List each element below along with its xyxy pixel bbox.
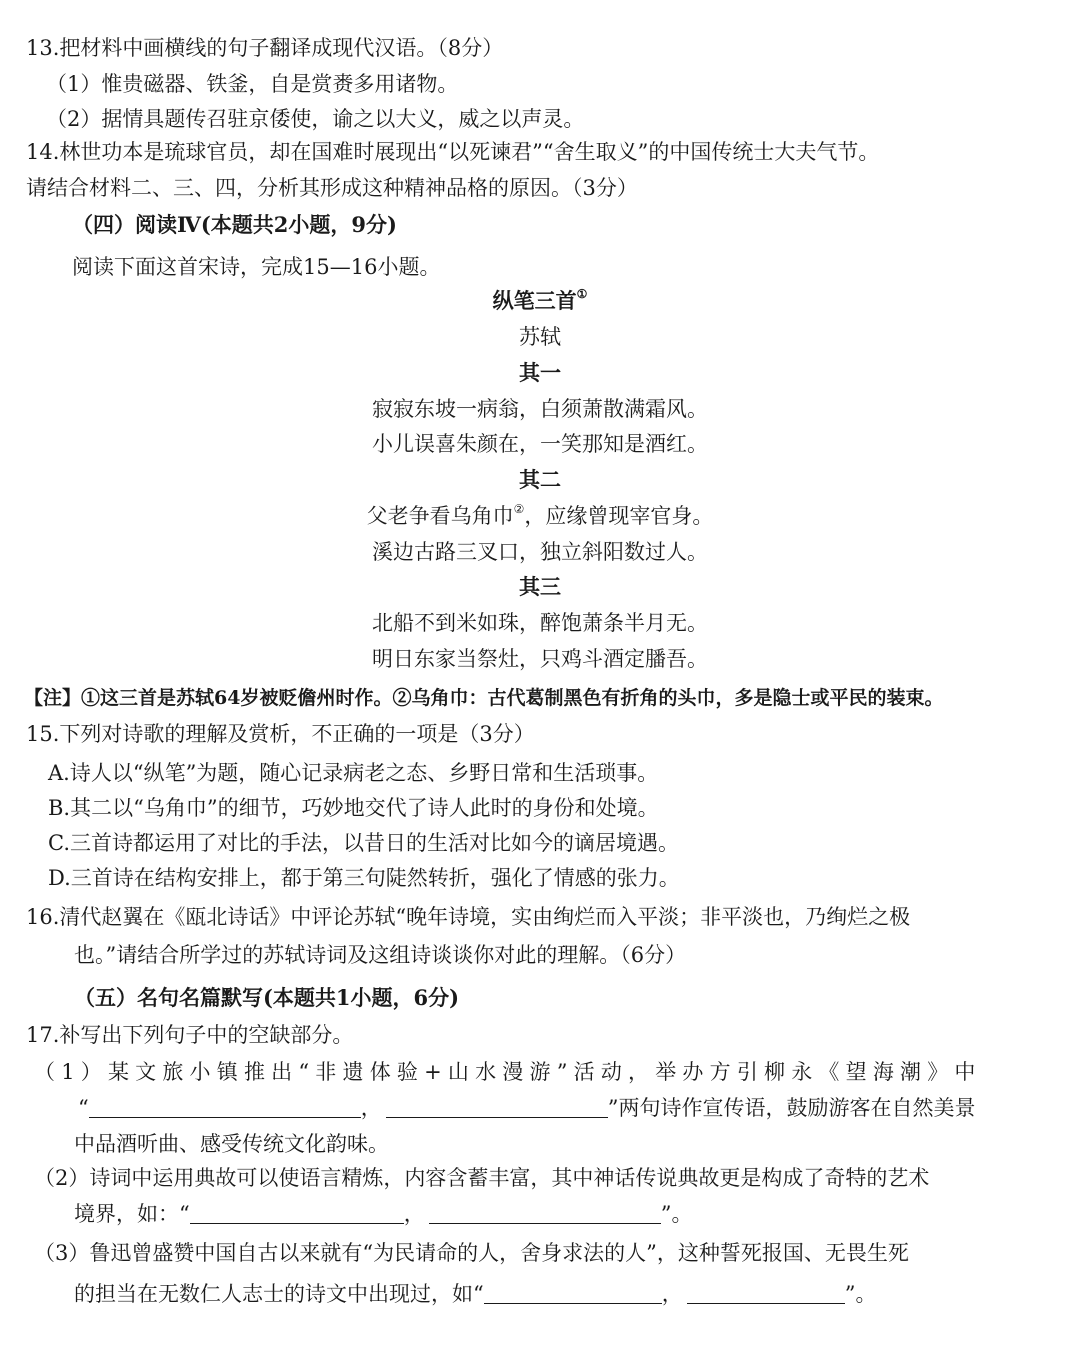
blank-2-2[interactable] xyxy=(429,1201,661,1224)
q14-stem-line-1: 14.林世功本是琉球官员，却在国难时展现出“以死谏君”“舍生取义”的中国传统士大夫气节。 xyxy=(26,140,880,164)
footnote-mark-2: ② xyxy=(513,502,525,516)
poem-footnote: 【注】①这三首是苏轼64岁被贬儋州时作。②乌角巾：古代葛制黑色有折角的头巾，多是隐士或平民的装束。 xyxy=(24,687,944,709)
poem-part-1-line-1: 寂寂东坡一病翁，白须萧散满霜风。 xyxy=(372,397,708,421)
comma: ， xyxy=(403,1202,425,1226)
q13-sentence-1: （1）惟贵磁器、铁釜，自是赏赉多用诸物。 xyxy=(46,72,459,96)
q16-stem-line-1: 16.清代赵翼在《瓯北诗话》中评论苏轼“晚年诗境，实由绚烂而入平淡；非平淡也，乃绚烂之极 xyxy=(26,905,911,929)
blank-1-1[interactable] xyxy=(89,1095,361,1118)
poem-title: 纵笔三首① xyxy=(492,287,588,313)
q15-stem: 15.下列对诗歌的理解及赏析，不正确的一项是（3分） xyxy=(26,722,535,746)
q17-item-1-line-2 xyxy=(78,1094,1080,1122)
poem-part-2-label: 其二 xyxy=(519,467,561,492)
q15-option-d: D.三首诗在结构安排上，都于第三句陡然转折，强化了情感的张力。 xyxy=(48,866,680,890)
q14-stem-line-2: 请结合材料二、三、四，分析其形成这种精神品格的原因。（3分） xyxy=(26,176,638,200)
q17-item-2-line-1: （2）诗词中运用典故可以使语言精炼，内容含蓄丰富，其中神话传说典故更是构成了奇特的艺术 xyxy=(34,1166,930,1190)
q17-item-3-line-2 xyxy=(74,1280,1080,1308)
q15-option-b: B.其二以“乌角巾”的细节，巧妙地交代了诗人此时的身份和处境。 xyxy=(48,796,659,820)
open-quote: “ xyxy=(78,1096,89,1120)
poem-part-1-line-2: 小儿误喜朱颜在，一笑那知是酒红。 xyxy=(372,432,708,456)
q15-option-c: C.三首诗都运用了对比的手法，以昔日的生活对比如今的谪居境遇。 xyxy=(48,831,679,855)
item-3-prefix: 的担当在无数仁人志士的诗文中出现过，如“ xyxy=(74,1282,484,1306)
q17-item-1-line-3: 中品酒听曲、感受传统文化韵味。 xyxy=(74,1132,389,1156)
poem-part-2-line-2: 溪边古路三叉口，独立斜阳数过人。 xyxy=(372,540,708,564)
q17-item-3-line-1: （3）鲁迅曾盛赞中国自古以来就有“为民请命的人，舍身求法的人”，这种誓死报国、无畏生死 xyxy=(34,1241,909,1265)
poem-part-2-line-1: 父老争看乌角巾②，应缘曾现宰官身。 xyxy=(366,502,714,528)
blank-3-1[interactable] xyxy=(484,1281,662,1304)
item-1-after-text: ”两句诗作宣传语，鼓励游客在自然美景 xyxy=(607,1096,976,1120)
item-3-end: ”。 xyxy=(844,1282,877,1306)
q17-item-1-line-1: （1）某文旅小镇推出“非遗体验+山水漫游”活动，举办方引柳永《望海潮》中 xyxy=(34,1060,982,1084)
blank-3-2[interactable] xyxy=(687,1281,845,1304)
poem-part-3-line-1: 北船不到米如珠，醉饱萧条半月无。 xyxy=(372,611,708,635)
comma: ， xyxy=(360,1096,382,1120)
q13-stem: 13.把材料中画横线的句子翻译成现代汉语。（8分） xyxy=(26,36,504,60)
q17-item-2-line-2 xyxy=(74,1200,1080,1228)
section-4-heading: （四）阅读Ⅳ(本题共2小题，9分) xyxy=(72,212,397,237)
poem-author: 苏轼 xyxy=(519,325,561,349)
q15-option-a: A.诗人以“纵笔”为题，随心记录病老之态、乡野日常和生活琐事。 xyxy=(48,761,659,785)
blank-1-2[interactable] xyxy=(386,1095,608,1118)
poem-part-3-line-2: 明日东家当祭灶，只鸡斗酒定膰吾。 xyxy=(372,647,708,671)
poem-part-1-label: 其一 xyxy=(519,360,561,385)
q17-stem: 17.补写出下列句子中的空缺部分。 xyxy=(26,1023,354,1047)
poem-part-3-label: 其三 xyxy=(519,574,561,599)
item-2-prefix: 境界，如：“ xyxy=(74,1202,190,1226)
section-5-heading: （五）名句名篇默写(本题共1小题，6分) xyxy=(74,985,460,1010)
comma: ， xyxy=(661,1282,683,1306)
q16-stem-line-2: 也。”请结合所学过的苏轼诗词及这组诗谈谈你对此的理解。（6分） xyxy=(74,943,687,967)
q13-sentence-2: （2）据情具题传召驻京倭使，谕之以大义，威之以声灵。 xyxy=(46,107,585,131)
item-2-end: ”。 xyxy=(660,1202,693,1226)
section-4-intro: 阅读下面这首宋诗，完成15—16小题。 xyxy=(72,255,441,279)
footnote-mark-1: ① xyxy=(576,287,588,301)
blank-2-1[interactable] xyxy=(190,1201,404,1224)
